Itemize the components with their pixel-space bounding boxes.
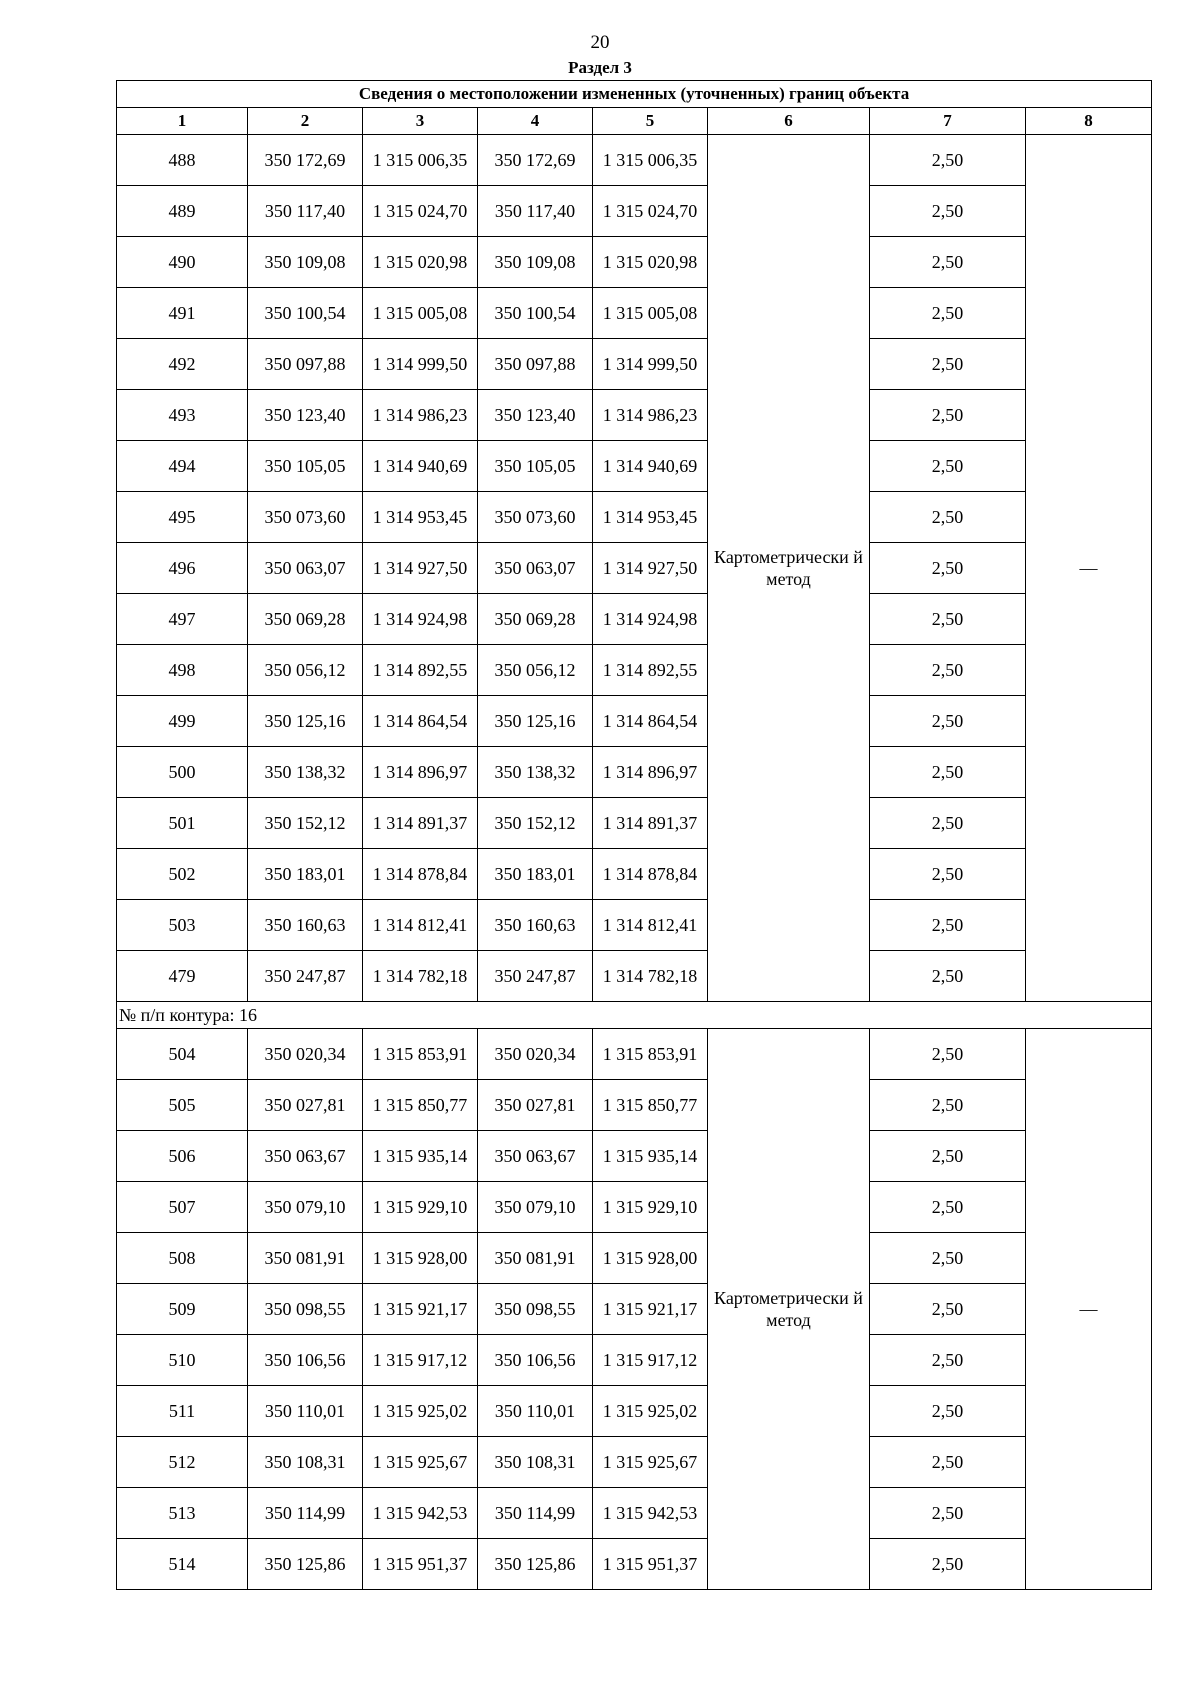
x-new-cell: 350 109,08 (478, 237, 593, 288)
y-new-cell: 1 315 929,10 (593, 1182, 708, 1233)
x-new-cell: 350 063,67 (478, 1131, 593, 1182)
x-new-cell: 350 027,81 (478, 1080, 593, 1131)
y-new-cell: 1 315 024,70 (593, 186, 708, 237)
x-old-cell: 350 125,86 (248, 1539, 363, 1590)
accuracy-cell: 2,50 (870, 951, 1026, 1002)
y-new-cell: 1 314 782,18 (593, 951, 708, 1002)
point-number-cell: 494 (117, 441, 248, 492)
x-new-cell: 350 172,69 (478, 135, 593, 186)
table-row (117, 288, 1152, 339)
table-row (117, 1284, 1152, 1335)
y-old-cell: 1 314 892,55 (363, 645, 478, 696)
accuracy-cell: 2,50 (870, 543, 1026, 594)
y-old-cell: 1 315 935,14 (363, 1131, 478, 1182)
x-new-cell: 350 247,87 (478, 951, 593, 1002)
y-new-cell: 1 314 878,84 (593, 849, 708, 900)
x-new-cell: 350 117,40 (478, 186, 593, 237)
accuracy-cell: 2,50 (870, 1488, 1026, 1539)
y-new-cell: 1 315 925,02 (593, 1386, 708, 1437)
point-number-cell: 506 (117, 1131, 248, 1182)
point-number-cell: 503 (117, 900, 248, 951)
x-new-cell: 350 100,54 (478, 288, 593, 339)
x-new-cell: 350 069,28 (478, 594, 593, 645)
accuracy-cell: 2,50 (870, 1182, 1026, 1233)
y-old-cell: 1 314 878,84 (363, 849, 478, 900)
table-row (117, 594, 1152, 645)
x-new-cell: 350 108,31 (478, 1437, 593, 1488)
y-new-cell: 1 314 999,50 (593, 339, 708, 390)
x-old-cell: 350 172,69 (248, 135, 363, 186)
contour-label-row (117, 1002, 1152, 1029)
x-old-cell: 350 079,10 (248, 1182, 363, 1233)
table-row (117, 747, 1152, 798)
y-new-cell: 1 314 927,50 (593, 543, 708, 594)
column-number: 5 (593, 108, 708, 135)
point-number-cell: 514 (117, 1539, 248, 1590)
table-row (117, 696, 1152, 747)
x-new-cell: 350 081,91 (478, 1233, 593, 1284)
point-number-cell: 495 (117, 492, 248, 543)
x-old-cell: 350 152,12 (248, 798, 363, 849)
x-new-cell: 350 020,34 (478, 1029, 593, 1080)
x-old-cell: 350 138,32 (248, 747, 363, 798)
x-new-cell: 350 098,55 (478, 1284, 593, 1335)
y-old-cell: 1 315 942,53 (363, 1488, 478, 1539)
y-old-cell: 1 315 853,91 (363, 1029, 478, 1080)
y-old-cell: 1 315 006,35 (363, 135, 478, 186)
accuracy-cell: 2,50 (870, 1335, 1026, 1386)
accuracy-cell: 2,50 (870, 186, 1026, 237)
accuracy-cell: 2,50 (870, 1386, 1026, 1437)
table-row (117, 1029, 1152, 1080)
column-number: 1 (117, 108, 248, 135)
accuracy-cell: 2,50 (870, 1437, 1026, 1488)
y-old-cell: 1 314 940,69 (363, 441, 478, 492)
x-new-cell: 350 114,99 (478, 1488, 593, 1539)
y-new-cell: 1 314 924,98 (593, 594, 708, 645)
point-number-cell: 497 (117, 594, 248, 645)
y-old-cell: 1 315 024,70 (363, 186, 478, 237)
x-new-cell: 350 063,07 (478, 543, 593, 594)
x-new-cell: 350 183,01 (478, 849, 593, 900)
point-number-cell: 498 (117, 645, 248, 696)
x-new-cell: 350 105,05 (478, 441, 593, 492)
y-old-cell: 1 314 924,98 (363, 594, 478, 645)
table-row (117, 1539, 1152, 1590)
y-new-cell: 1 314 892,55 (593, 645, 708, 696)
x-new-cell: 350 152,12 (478, 798, 593, 849)
table-row (117, 900, 1152, 951)
point-number-cell: 505 (117, 1080, 248, 1131)
y-old-cell: 1 314 891,37 (363, 798, 478, 849)
table-row (117, 849, 1152, 900)
y-old-cell: 1 315 928,00 (363, 1233, 478, 1284)
point-number-cell: 496 (117, 543, 248, 594)
note-cell: — (1026, 135, 1152, 1002)
table-row (117, 1080, 1152, 1131)
y-old-cell: 1 315 850,77 (363, 1080, 478, 1131)
x-old-cell: 350 114,99 (248, 1488, 363, 1539)
column-number-row (117, 108, 1152, 135)
table-row (117, 390, 1152, 441)
x-old-cell: 350 063,67 (248, 1131, 363, 1182)
accuracy-cell: 2,50 (870, 747, 1026, 798)
accuracy-cell: 2,50 (870, 900, 1026, 951)
y-new-cell: 1 315 006,35 (593, 135, 708, 186)
table-caption: Сведения о местоположении измененных (уточненных) границ объекта (117, 81, 1152, 108)
y-old-cell: 1 315 020,98 (363, 237, 478, 288)
accuracy-cell: 2,50 (870, 594, 1026, 645)
y-old-cell: 1 314 896,97 (363, 747, 478, 798)
accuracy-cell: 2,50 (870, 135, 1026, 186)
point-number-cell: 492 (117, 339, 248, 390)
x-old-cell: 350 097,88 (248, 339, 363, 390)
x-old-cell: 350 110,01 (248, 1386, 363, 1437)
table-row (117, 798, 1152, 849)
y-old-cell: 1 315 925,67 (363, 1437, 478, 1488)
x-old-cell: 350 081,91 (248, 1233, 363, 1284)
table-row (117, 1437, 1152, 1488)
x-old-cell: 350 069,28 (248, 594, 363, 645)
y-new-cell: 1 315 020,98 (593, 237, 708, 288)
column-number: 8 (1026, 108, 1152, 135)
x-old-cell: 350 056,12 (248, 645, 363, 696)
point-number-cell: 512 (117, 1437, 248, 1488)
accuracy-cell: 2,50 (870, 1029, 1026, 1080)
column-number: 3 (363, 108, 478, 135)
x-old-cell: 350 125,16 (248, 696, 363, 747)
point-number-cell: 491 (117, 288, 248, 339)
table-row (117, 441, 1152, 492)
y-new-cell: 1 314 891,37 (593, 798, 708, 849)
x-old-cell: 350 123,40 (248, 390, 363, 441)
x-old-cell: 350 160,63 (248, 900, 363, 951)
point-number-cell: 510 (117, 1335, 248, 1386)
y-new-cell: 1 315 005,08 (593, 288, 708, 339)
y-old-cell: 1 315 921,17 (363, 1284, 478, 1335)
point-number-cell: 489 (117, 186, 248, 237)
x-old-cell: 350 183,01 (248, 849, 363, 900)
x-new-cell: 350 079,10 (478, 1182, 593, 1233)
y-old-cell: 1 314 782,18 (363, 951, 478, 1002)
accuracy-cell: 2,50 (870, 798, 1026, 849)
table-row (117, 645, 1152, 696)
y-new-cell: 1 315 921,17 (593, 1284, 708, 1335)
point-number-cell: 479 (117, 951, 248, 1002)
column-number: 4 (478, 108, 593, 135)
x-old-cell: 350 117,40 (248, 186, 363, 237)
y-new-cell: 1 314 953,45 (593, 492, 708, 543)
point-number-cell: 511 (117, 1386, 248, 1437)
y-new-cell: 1 315 928,00 (593, 1233, 708, 1284)
accuracy-cell: 2,50 (870, 441, 1026, 492)
x-old-cell: 350 027,81 (248, 1080, 363, 1131)
table-row (117, 1233, 1152, 1284)
y-old-cell: 1 315 925,02 (363, 1386, 478, 1437)
table-row (117, 492, 1152, 543)
point-number-cell: 500 (117, 747, 248, 798)
note-cell: — (1026, 1029, 1152, 1590)
column-number: 2 (248, 108, 363, 135)
y-new-cell: 1 315 917,12 (593, 1335, 708, 1386)
contour-label: № п/п контура: 16 (117, 1002, 1152, 1029)
y-new-cell: 1 314 896,97 (593, 747, 708, 798)
accuracy-cell: 2,50 (870, 1080, 1026, 1131)
x-new-cell: 350 097,88 (478, 339, 593, 390)
y-new-cell: 1 315 942,53 (593, 1488, 708, 1539)
table-row (117, 1131, 1152, 1182)
y-new-cell: 1 315 925,67 (593, 1437, 708, 1488)
point-number-cell: 504 (117, 1029, 248, 1080)
y-new-cell: 1 315 853,91 (593, 1029, 708, 1080)
y-old-cell: 1 314 812,41 (363, 900, 478, 951)
x-new-cell: 350 056,12 (478, 645, 593, 696)
accuracy-cell: 2,50 (870, 288, 1026, 339)
y-old-cell: 1 315 951,37 (363, 1539, 478, 1590)
column-number: 6 (708, 108, 870, 135)
point-number-cell: 502 (117, 849, 248, 900)
accuracy-cell: 2,50 (870, 1284, 1026, 1335)
y-new-cell: 1 315 951,37 (593, 1539, 708, 1590)
accuracy-cell: 2,50 (870, 390, 1026, 441)
x-old-cell: 350 247,87 (248, 951, 363, 1002)
x-old-cell: 350 098,55 (248, 1284, 363, 1335)
x-old-cell: 350 063,07 (248, 543, 363, 594)
method-cell: Картометрически й метод (708, 1029, 870, 1590)
y-new-cell: 1 314 940,69 (593, 441, 708, 492)
point-number-cell: 509 (117, 1284, 248, 1335)
accuracy-cell: 2,50 (870, 1131, 1026, 1182)
x-new-cell: 350 138,32 (478, 747, 593, 798)
section-title: Раздел 3 (568, 58, 632, 77)
point-number-cell: 493 (117, 390, 248, 441)
y-old-cell: 1 314 864,54 (363, 696, 478, 747)
x-old-cell: 350 105,05 (248, 441, 363, 492)
boundary-table (116, 80, 1152, 1590)
y-new-cell: 1 314 864,54 (593, 696, 708, 747)
point-number-cell: 508 (117, 1233, 248, 1284)
y-new-cell: 1 314 986,23 (593, 390, 708, 441)
table-row (117, 135, 1152, 186)
point-number-cell: 501 (117, 798, 248, 849)
y-new-cell: 1 314 812,41 (593, 900, 708, 951)
table-row (117, 1386, 1152, 1437)
point-number-cell: 499 (117, 696, 248, 747)
x-old-cell: 350 020,34 (248, 1029, 363, 1080)
page-number: 20 (590, 32, 610, 53)
x-new-cell: 350 110,01 (478, 1386, 593, 1437)
x-old-cell: 350 073,60 (248, 492, 363, 543)
column-number: 7 (870, 108, 1026, 135)
y-old-cell: 1 314 927,50 (363, 543, 478, 594)
point-number-cell: 507 (117, 1182, 248, 1233)
table-body (117, 135, 1152, 1590)
table-row (117, 237, 1152, 288)
table-row (117, 1182, 1152, 1233)
y-old-cell: 1 314 999,50 (363, 339, 478, 390)
accuracy-cell: 2,50 (870, 849, 1026, 900)
x-new-cell: 350 123,40 (478, 390, 593, 441)
table-row (117, 1335, 1152, 1386)
y-old-cell: 1 315 005,08 (363, 288, 478, 339)
accuracy-cell: 2,50 (870, 1539, 1026, 1590)
y-old-cell: 1 315 929,10 (363, 1182, 478, 1233)
table-row (117, 543, 1152, 594)
x-old-cell: 350 108,31 (248, 1437, 363, 1488)
x-old-cell: 350 109,08 (248, 237, 363, 288)
y-old-cell: 1 315 917,12 (363, 1335, 478, 1386)
x-new-cell: 350 073,60 (478, 492, 593, 543)
accuracy-cell: 2,50 (870, 237, 1026, 288)
accuracy-cell: 2,50 (870, 492, 1026, 543)
accuracy-cell: 2,50 (870, 645, 1026, 696)
y-old-cell: 1 314 953,45 (363, 492, 478, 543)
table-row (117, 1488, 1152, 1539)
x-new-cell: 350 160,63 (478, 900, 593, 951)
accuracy-cell: 2,50 (870, 696, 1026, 747)
table-row (117, 186, 1152, 237)
accuracy-cell: 2,50 (870, 1233, 1026, 1284)
y-old-cell: 1 314 986,23 (363, 390, 478, 441)
y-new-cell: 1 315 850,77 (593, 1080, 708, 1131)
point-number-cell: 490 (117, 237, 248, 288)
point-number-cell: 513 (117, 1488, 248, 1539)
point-number-cell: 488 (117, 135, 248, 186)
x-new-cell: 350 106,56 (478, 1335, 593, 1386)
x-old-cell: 350 100,54 (248, 288, 363, 339)
x-new-cell: 350 125,86 (478, 1539, 593, 1590)
table-row (117, 339, 1152, 390)
accuracy-cell: 2,50 (870, 339, 1026, 390)
table-row (117, 951, 1152, 1002)
method-cell: Картометрически й метод (708, 135, 870, 1002)
y-new-cell: 1 315 935,14 (593, 1131, 708, 1182)
x-new-cell: 350 125,16 (478, 696, 593, 747)
x-old-cell: 350 106,56 (248, 1335, 363, 1386)
